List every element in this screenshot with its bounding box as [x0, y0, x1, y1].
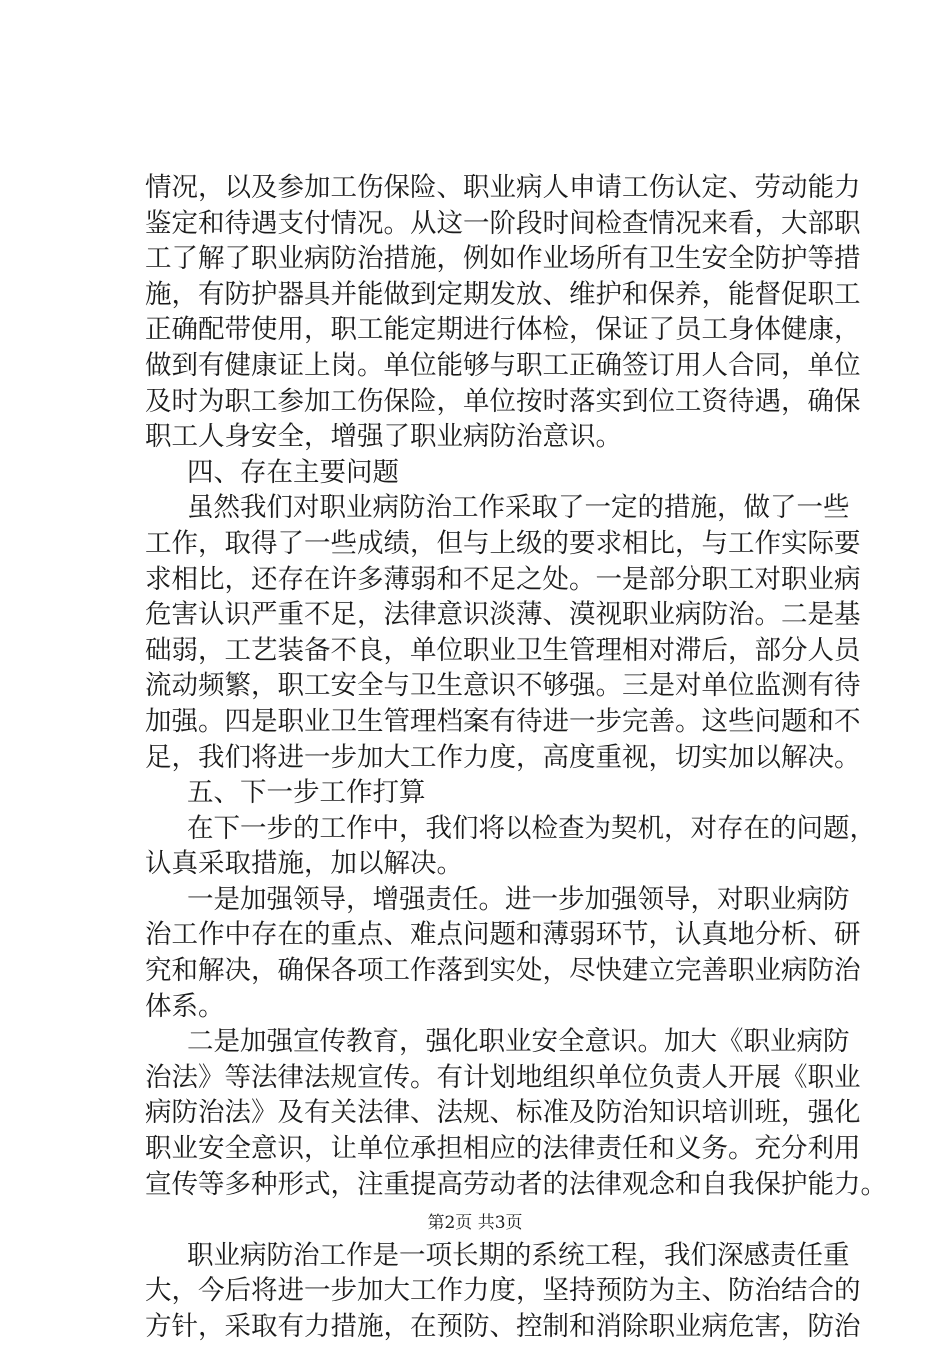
- text-line: 四、存在主要问题: [187, 456, 399, 488]
- text-line: 正确配带使用，职工能定期进行体检，保证了员工身体健康，: [145, 314, 861, 346]
- text-line: 方针，采取有力措施，在预防、控制和消除职业病危害，防治: [145, 1311, 861, 1342]
- text-line: 危害认识严重不足，法律意识淡薄、漠视职业病防治。二是基: [145, 599, 861, 631]
- text-line: 做到有健康证上岗。单位能够与职工正确签订用人合同，单位: [145, 349, 861, 381]
- text-line: 职业病防治工作是一项长期的系统工程，我们深感责任重: [187, 1239, 850, 1271]
- text-line: 宣传等多种形式，注重提高劳动者的法律观念和自我保护能力。: [145, 1168, 887, 1200]
- text-line: 流动频繁，职工安全与卫生意识不够强。三是对单位监测有待: [145, 670, 861, 702]
- text-line: 大，今后将进一步加大工作力度，坚持预防为主、防治结合的: [145, 1275, 861, 1307]
- text-line: 情况，以及参加工伤保险、职业病人申请工伤认定、劳动能力: [145, 172, 861, 203]
- text-line: 求相比，还存在许多薄弱和不足之处。一是部分职工对职业病: [145, 563, 861, 595]
- text-line: 足，我们将进一步加大工作力度，高度重视，切实加以解决。: [145, 741, 861, 773]
- page-number-footer: 第2页 共3页: [427, 1213, 523, 1233]
- document-body: [145, 170, 887, 1345]
- text-line: 及时为职工参加工伤保险，单位按时落实到位工资待遇，确保: [145, 385, 861, 417]
- text-line: 治工作中存在的重点、难点问题和薄弱环节，认真地分析、研: [145, 919, 861, 951]
- text-line: 病防治法》及有关法律、法规、标准及防治知识培训班，强化: [145, 1097, 861, 1129]
- text-line: 职业安全意识，让单位承担相应的法律责任和义务。充分利用: [145, 1133, 861, 1165]
- text-line: 加强。四是职业卫生管理档案有待进一步完善。这些问题和不: [145, 705, 861, 737]
- text-line: 虽然我们对职业病防治工作采取了一定的措施，做了一些: [187, 492, 850, 524]
- text-line: 一是加强领导，增强责任。进一步加强领导，对职业病防: [187, 883, 850, 915]
- text-line: 认真采取措施，加以解决。: [145, 848, 463, 880]
- text-line: 五、下一步工作打算: [187, 777, 426, 809]
- text-line: 础弱，工艺装备不良，单位职业卫生管理相对滞后，部分人员: [145, 634, 861, 666]
- text-line: 鉴定和待遇支付情况。从这一阶段时间检查情况来看，大部职: [145, 207, 861, 239]
- text-line: 二是加强宣传教育，强化职业安全意识。加大《职业病防: [187, 1026, 850, 1058]
- text-line: 体系。: [145, 990, 225, 1022]
- text-line: 在下一步的工作中，我们将以检查为契机，对存在的问题，: [187, 812, 876, 844]
- text-line: 究和解决，确保各项工作落到实处，尽快建立完善职业病防治: [145, 955, 861, 987]
- text-line: 施，有防护器具并能做到定期发放、维护和保养，能督促职工: [145, 278, 861, 310]
- text-line: 工作，取得了一些成绩，但与上级的要求相比，与工作实际要: [145, 527, 861, 559]
- text-line: 职工人身安全，增强了职业病防治意识。: [145, 421, 622, 453]
- text-line: 工了解了职业病防治措施，例如作业场所有卫生安全防护等措: [145, 243, 861, 275]
- text-line: 治法》等法律法规宣传。有计划地组织单位负责人开展《职业: [145, 1061, 861, 1093]
